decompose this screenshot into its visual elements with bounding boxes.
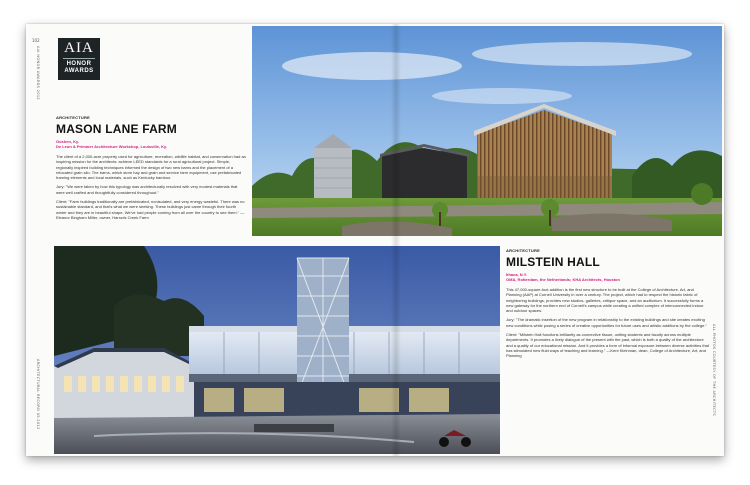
logo-awards: AWARDS: [64, 68, 94, 74]
mason-paragraph-1: The client of a 2,000-acre property used for agriculture, recreation, wildlife habitat, and conservation had an inspiring mission for the architects: achieve LEED standards for a rural agricultural project. Simple, regionally inspired building techniques informed the design of two new barns and the placement of a relocated grain silo. The barns, which store hay and grain and service farm equipment, use prefabricated framing elements and local materials, such as Kentucky bamboo.: [56, 154, 246, 181]
mason-title: MASON LANE FARM: [56, 122, 177, 136]
milstein-architect: OMA, Rotterdam, the Netherlands; KHA Architects, Houston: [506, 277, 620, 282]
spine-label-top: AIA HONOR AWARDS 2012: [36, 46, 40, 101]
mason-architect: De Leon & Primmer Architecture Workshop, Louisville, Ky.: [56, 144, 168, 149]
milstein-paragraph-3: Client: "Milstein Hall functions brilliantly as connective tissue, uniting students and faculty across multiple departments. It promotes a lively dialogue of the present with the past, which is both a quality of the architecture and a quality of our educational mission. And it provides a form of informal exposure between diverse activities that has stimulated new fluid ways of teaching and learning." —Kent Kleinman, dean, College of Architecture, Art, and Planning: [506, 332, 709, 359]
mason-body: [56, 154, 246, 224]
milstein-paragraph-1: This 47,000-square-foot addition is the first new structure to be built at the College of Architecture, Art, and Planning (AAP) at Cornell University in over a century. The project, which had to respect the historic fabric of neighboring buildings, provides new studios, galleries, critique space, and an auditorium. It successfully forms a new gateway for the northern end of Cornell's campus while creating a unified complex of interconnected indoor and outdoor spaces.: [506, 287, 704, 314]
mason-lane-farm-photo: [252, 26, 722, 236]
mason-paragraph-2: Jury: "We were taken by how this typology was architecturally resolved with very modest materials that were well crafted and thoughtfully considered throughout.": [56, 184, 238, 195]
mason-paragraph-3: Client: "Farm buildings traditionally are prefabricated, nonisulated, and very energy wasteful. There was no sustainable standard, and that's what we were seeking. These buildings just came through their fourth winter and they are in beautiful shape. We've had people coming from all over the country to see them." —Eleanor Bingham Miller, owner, Harrods Creek Farm: [56, 199, 245, 220]
milstein-kicker: ARCHITECTURE: [506, 248, 540, 253]
photo-credit: ALL PHOTOS COURTESY OF THE ARCHITECTS: [712, 324, 716, 416]
aia-honor-awards-logo: [58, 38, 100, 80]
page-gutter: [391, 24, 401, 456]
mason-kicker: ARCHITECTURE: [56, 115, 90, 120]
logo-honor: HONOR: [66, 61, 92, 67]
magazine-spread: [26, 24, 724, 456]
milstein-illustration: [54, 246, 500, 454]
spine-label-bottom: ARCHITECTURAL RECORD 05.2012: [36, 359, 40, 430]
page-number: 102: [32, 38, 40, 43]
milstein-hall-photo: [54, 246, 500, 454]
milstein-body: [506, 287, 710, 363]
milstein-location: Ithaca, N.Y.: [506, 272, 528, 277]
farm-illustration: [252, 26, 722, 236]
logo-divider: [63, 58, 95, 59]
logo-aia: AIA: [64, 40, 94, 56]
milstein-paragraph-2: Jury: "The dramatic insertion of the new program in relationship to the existing buildings and site creates exciting new conditions while posing a series of creative opportunities for future uses and artistic additions by the college.": [506, 317, 707, 328]
milstein-title: MILSTEIN HALL: [506, 255, 600, 269]
mason-location: Goshen, Ky.: [56, 139, 80, 144]
